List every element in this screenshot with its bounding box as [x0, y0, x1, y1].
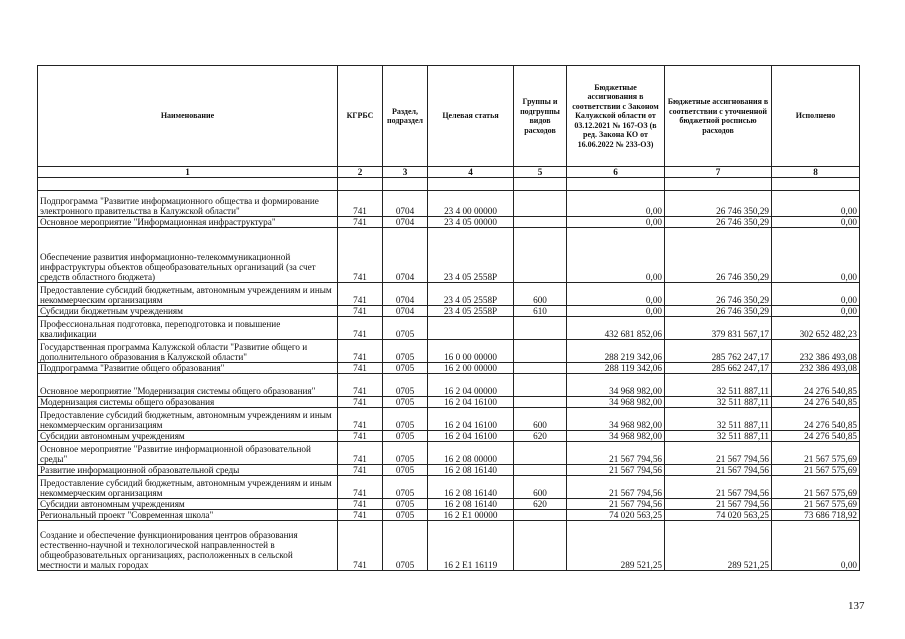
row-name: Обеспечение развития информационно-телекоммуникационной инфраструктуры объектов общеобразовательных организаций (за счет средств областного бюджета) — [38, 228, 338, 283]
row-expense-group — [514, 465, 567, 476]
row-assign-refined: 285 762 247,17 — [665, 340, 772, 363]
row-razdel: 0705 — [383, 499, 428, 510]
row-kgrbs: 741 — [338, 431, 383, 442]
row-kgrbs: 741 — [338, 408, 383, 431]
row-expense-group: 600 — [514, 408, 567, 431]
table-row — [38, 521, 860, 571]
header-executed: Исполнено — [772, 66, 860, 167]
row-assign-refined: 289 521,25 — [665, 521, 772, 571]
row-name: Развитие информационной образовательной среды — [38, 465, 338, 476]
row-assign-law: 0,00 — [567, 191, 665, 217]
row-kgrbs: 741 — [338, 340, 383, 363]
row-target-article: 16 2 00 00000 — [428, 363, 514, 374]
row-executed: 24 276 540,85 — [772, 374, 860, 397]
row-name: Субсидии бюджетным учреждениям — [38, 306, 338, 317]
row-kgrbs: 741 — [338, 306, 383, 317]
row-razdel: 0704 — [383, 228, 428, 283]
row-assign-refined: 21 567 794,56 — [665, 476, 772, 499]
row-razdel: 0704 — [383, 306, 428, 317]
row-target-article: 16 2 04 16100 — [428, 408, 514, 431]
row-razdel: 0705 — [383, 465, 428, 476]
row-executed: 232 386 493,08 — [772, 363, 860, 374]
row-target-article: 16 2 04 16100 — [428, 431, 514, 442]
table-body — [38, 191, 860, 571]
row-target-article: 16 2 04 00000 — [428, 374, 514, 397]
table-row — [38, 317, 860, 340]
row-assign-refined: 32 511 887,11 — [665, 374, 772, 397]
row-executed: 0,00 — [772, 217, 860, 228]
row-razdel: 0705 — [383, 374, 428, 397]
table-row — [38, 510, 860, 521]
row-razdel: 0705 — [383, 317, 428, 340]
table-row — [38, 442, 860, 465]
row-executed: 0,00 — [772, 521, 860, 571]
row-executed: 0,00 — [772, 283, 860, 306]
spacer-row — [38, 178, 860, 191]
table-row — [38, 191, 860, 217]
row-assign-refined: 74 020 563,25 — [665, 510, 772, 521]
row-kgrbs: 741 — [338, 317, 383, 340]
row-razdel: 0705 — [383, 408, 428, 431]
row-assign-refined: 21 567 794,56 — [665, 442, 772, 465]
row-kgrbs: 741 — [338, 363, 383, 374]
row-assign-refined: 21 567 794,56 — [665, 499, 772, 510]
row-kgrbs: 741 — [338, 217, 383, 228]
row-assign-refined: 285 662 247,17 — [665, 363, 772, 374]
table-header-row — [38, 66, 860, 167]
table-row — [38, 306, 860, 317]
row-name: Субсидии автономным учреждениям — [38, 499, 338, 510]
row-expense-group: 620 — [514, 431, 567, 442]
row-executed: 0,00 — [772, 306, 860, 317]
row-name: Предоставление субсидий бюджетным, автономным учреждениям и иным некоммерческим организациям — [38, 408, 338, 431]
row-assign-refined: 26 746 350,29 — [665, 283, 772, 306]
row-assign-law: 34 968 982,00 — [567, 431, 665, 442]
row-expense-group — [514, 363, 567, 374]
row-razdel: 0704 — [383, 283, 428, 306]
row-kgrbs: 741 — [338, 499, 383, 510]
row-expense-group — [514, 340, 567, 363]
row-assign-law: 0,00 — [567, 283, 665, 306]
header-razdel: Раздел, подраздел — [383, 66, 428, 167]
row-expense-group — [514, 397, 567, 408]
row-executed: 24 276 540,85 — [772, 408, 860, 431]
col-number: 8 — [772, 167, 860, 178]
row-assign-law: 34 968 982,00 — [567, 408, 665, 431]
table-row — [38, 431, 860, 442]
row-expense-group — [514, 191, 567, 217]
row-name: Государственная программа Калужской области "Развитие общего и дополнительного образования в Калужской области" — [38, 340, 338, 363]
row-razdel: 0705 — [383, 476, 428, 499]
row-assign-law: 74 020 563,25 — [567, 510, 665, 521]
col-number: 2 — [338, 167, 383, 178]
row-executed: 302 652 482,23 — [772, 317, 860, 340]
row-name: Основное мероприятие "Развитие информационной образовательной среды" — [38, 442, 338, 465]
row-target-article: 16 2 Е1 16119 — [428, 521, 514, 571]
row-kgrbs: 741 — [338, 510, 383, 521]
row-target-article: 23 4 05 2558Р — [428, 228, 514, 283]
row-target-article: 23 4 05 2558Р — [428, 283, 514, 306]
row-executed: 0,00 — [772, 191, 860, 217]
row-name: Предоставление субсидий бюджетным, автономным учреждениям и иным некоммерческим организациям — [38, 476, 338, 499]
row-assign-refined: 32 511 887,11 — [665, 408, 772, 431]
row-assign-refined: 26 746 350,29 — [665, 217, 772, 228]
row-razdel: 0705 — [383, 397, 428, 408]
row-assign-law: 0,00 — [567, 306, 665, 317]
table-row — [38, 476, 860, 499]
row-assign-law: 432 681 852,06 — [567, 317, 665, 340]
table-row — [38, 228, 860, 283]
row-assign-refined: 26 746 350,29 — [665, 228, 772, 283]
row-assign-law: 21 567 794,56 — [567, 442, 665, 465]
row-expense-group — [514, 317, 567, 340]
row-name: Модернизация системы общего образования — [38, 397, 338, 408]
row-target-article: 16 2 08 16140 — [428, 499, 514, 510]
col-number: 7 — [665, 167, 772, 178]
row-razdel: 0704 — [383, 217, 428, 228]
table-row — [38, 340, 860, 363]
row-kgrbs: 741 — [338, 397, 383, 408]
row-expense-group: 600 — [514, 476, 567, 499]
col-number: 1 — [38, 167, 338, 178]
row-executed: 232 386 493,08 — [772, 340, 860, 363]
row-assign-refined: 26 746 350,29 — [665, 306, 772, 317]
page-number: 137 — [848, 600, 865, 612]
row-target-article: 16 2 08 00000 — [428, 442, 514, 465]
row-target-article — [428, 317, 514, 340]
table-row — [38, 465, 860, 476]
row-assign-law: 289 521,25 — [567, 521, 665, 571]
table-row — [38, 374, 860, 397]
row-assign-law: 21 567 794,56 — [567, 499, 665, 510]
row-assign-refined: 21 567 794,56 — [665, 465, 772, 476]
row-kgrbs: 741 — [338, 228, 383, 283]
row-expense-group: 610 — [514, 306, 567, 317]
row-razdel: 0705 — [383, 521, 428, 571]
column-number-row — [38, 167, 860, 178]
row-target-article: 23 4 00 00000 — [428, 191, 514, 217]
table-row — [38, 217, 860, 228]
row-target-article: 16 0 00 00000 — [428, 340, 514, 363]
row-executed: 21 567 575,69 — [772, 476, 860, 499]
row-name: Подпрограмма "Развитие информационного общества и формирование электронного правительства в Калужской области" — [38, 191, 338, 217]
row-assign-refined: 379 831 567,17 — [665, 317, 772, 340]
row-expense-group — [514, 521, 567, 571]
row-razdel: 0705 — [383, 340, 428, 363]
row-assign-law: 21 567 794,56 — [567, 476, 665, 499]
row-name: Создание и обеспечение функционирования центров образования естественно-научной и технологической направленностей в общеобразовательных организациях, расположенных в сельской местности и малых городах — [38, 521, 338, 571]
row-target-article: 16 2 Е1 00000 — [428, 510, 514, 521]
row-razdel: 0704 — [383, 191, 428, 217]
row-target-article: 16 2 08 16140 — [428, 465, 514, 476]
header-name: Наименование — [38, 66, 338, 167]
table-row — [38, 363, 860, 374]
row-executed: 21 567 575,69 — [772, 442, 860, 465]
row-kgrbs: 741 — [338, 476, 383, 499]
row-name: Профессиональная подготовка, переподготовка и повышение квалификации — [38, 317, 338, 340]
row-target-article: 16 2 04 16100 — [428, 397, 514, 408]
row-name: Подпрограмма "Развитие общего образования" — [38, 363, 338, 374]
row-name: Региональный проект "Современная школа" — [38, 510, 338, 521]
row-name: Основное мероприятие "Информационная инфраструктура" — [38, 217, 338, 228]
row-assign-refined: 32 511 887,11 — [665, 431, 772, 442]
row-razdel: 0705 — [383, 363, 428, 374]
row-kgrbs: 741 — [338, 442, 383, 465]
row-razdel: 0705 — [383, 510, 428, 521]
col-number: 6 — [567, 167, 665, 178]
row-expense-group — [514, 442, 567, 465]
header-assign-law: Бюджетные ассигнования в соответствии с Законом Калужской области от 03.12.2021 № 167-ОЗ (в ред. Закона КО от 16.06.2022 № 233-ОЗ) — [567, 66, 665, 167]
row-target-article: 23 4 05 2558Р — [428, 306, 514, 317]
table-row — [38, 499, 860, 510]
row-expense-group — [514, 228, 567, 283]
row-expense-group — [514, 510, 567, 521]
row-expense-group — [514, 217, 567, 228]
row-target-article: 16 2 08 16140 — [428, 476, 514, 499]
row-name: Субсидии автономным учреждениям — [38, 431, 338, 442]
row-kgrbs: 741 — [338, 521, 383, 571]
col-number: 3 — [383, 167, 428, 178]
table-row — [38, 397, 860, 408]
row-assign-law: 34 968 982,00 — [567, 397, 665, 408]
row-name: Предоставление субсидий бюджетным, автономным учреждениям и иным некоммерческим организациям — [38, 283, 338, 306]
row-assign-law: 0,00 — [567, 228, 665, 283]
row-kgrbs: 741 — [338, 465, 383, 476]
row-assign-law: 34 968 982,00 — [567, 374, 665, 397]
row-executed: 24 276 540,85 — [772, 397, 860, 408]
row-assign-law: 0,00 — [567, 217, 665, 228]
budget-table — [37, 65, 860, 571]
header-expense-groups: Группы и подгруппы видов расходов — [514, 66, 567, 167]
row-kgrbs: 741 — [338, 374, 383, 397]
row-expense-group — [514, 374, 567, 397]
row-assign-refined: 32 511 887,11 — [665, 397, 772, 408]
header-kgrbs: КГРБС — [338, 66, 383, 167]
row-executed: 73 686 718,92 — [772, 510, 860, 521]
row-assign-law: 21 567 794,56 — [567, 465, 665, 476]
row-razdel: 0705 — [383, 442, 428, 465]
col-number: 4 — [428, 167, 514, 178]
row-executed: 0,00 — [772, 228, 860, 283]
row-assign-law: 288 219 342,06 — [567, 340, 665, 363]
row-target-article: 23 4 05 00000 — [428, 217, 514, 228]
row-kgrbs: 741 — [338, 283, 383, 306]
row-expense-group: 620 — [514, 499, 567, 510]
header-target-article: Целевая статья — [428, 66, 514, 167]
col-number: 5 — [514, 167, 567, 178]
row-razdel: 0705 — [383, 431, 428, 442]
row-kgrbs: 741 — [338, 191, 383, 217]
table-row — [38, 408, 860, 431]
row-name: Основное мероприятие "Модернизация системы общего образования" — [38, 374, 338, 397]
header-assign-refined: Бюджетные ассигнования в соответствии с уточненной бюджетной росписью расходов — [665, 66, 772, 167]
row-assign-law: 288 119 342,06 — [567, 363, 665, 374]
row-executed: 21 567 575,69 — [772, 499, 860, 510]
table-row — [38, 283, 860, 306]
row-assign-refined: 26 746 350,29 — [665, 191, 772, 217]
row-executed: 21 567 575,69 — [772, 465, 860, 476]
row-executed: 24 276 540,85 — [772, 431, 860, 442]
row-expense-group: 600 — [514, 283, 567, 306]
